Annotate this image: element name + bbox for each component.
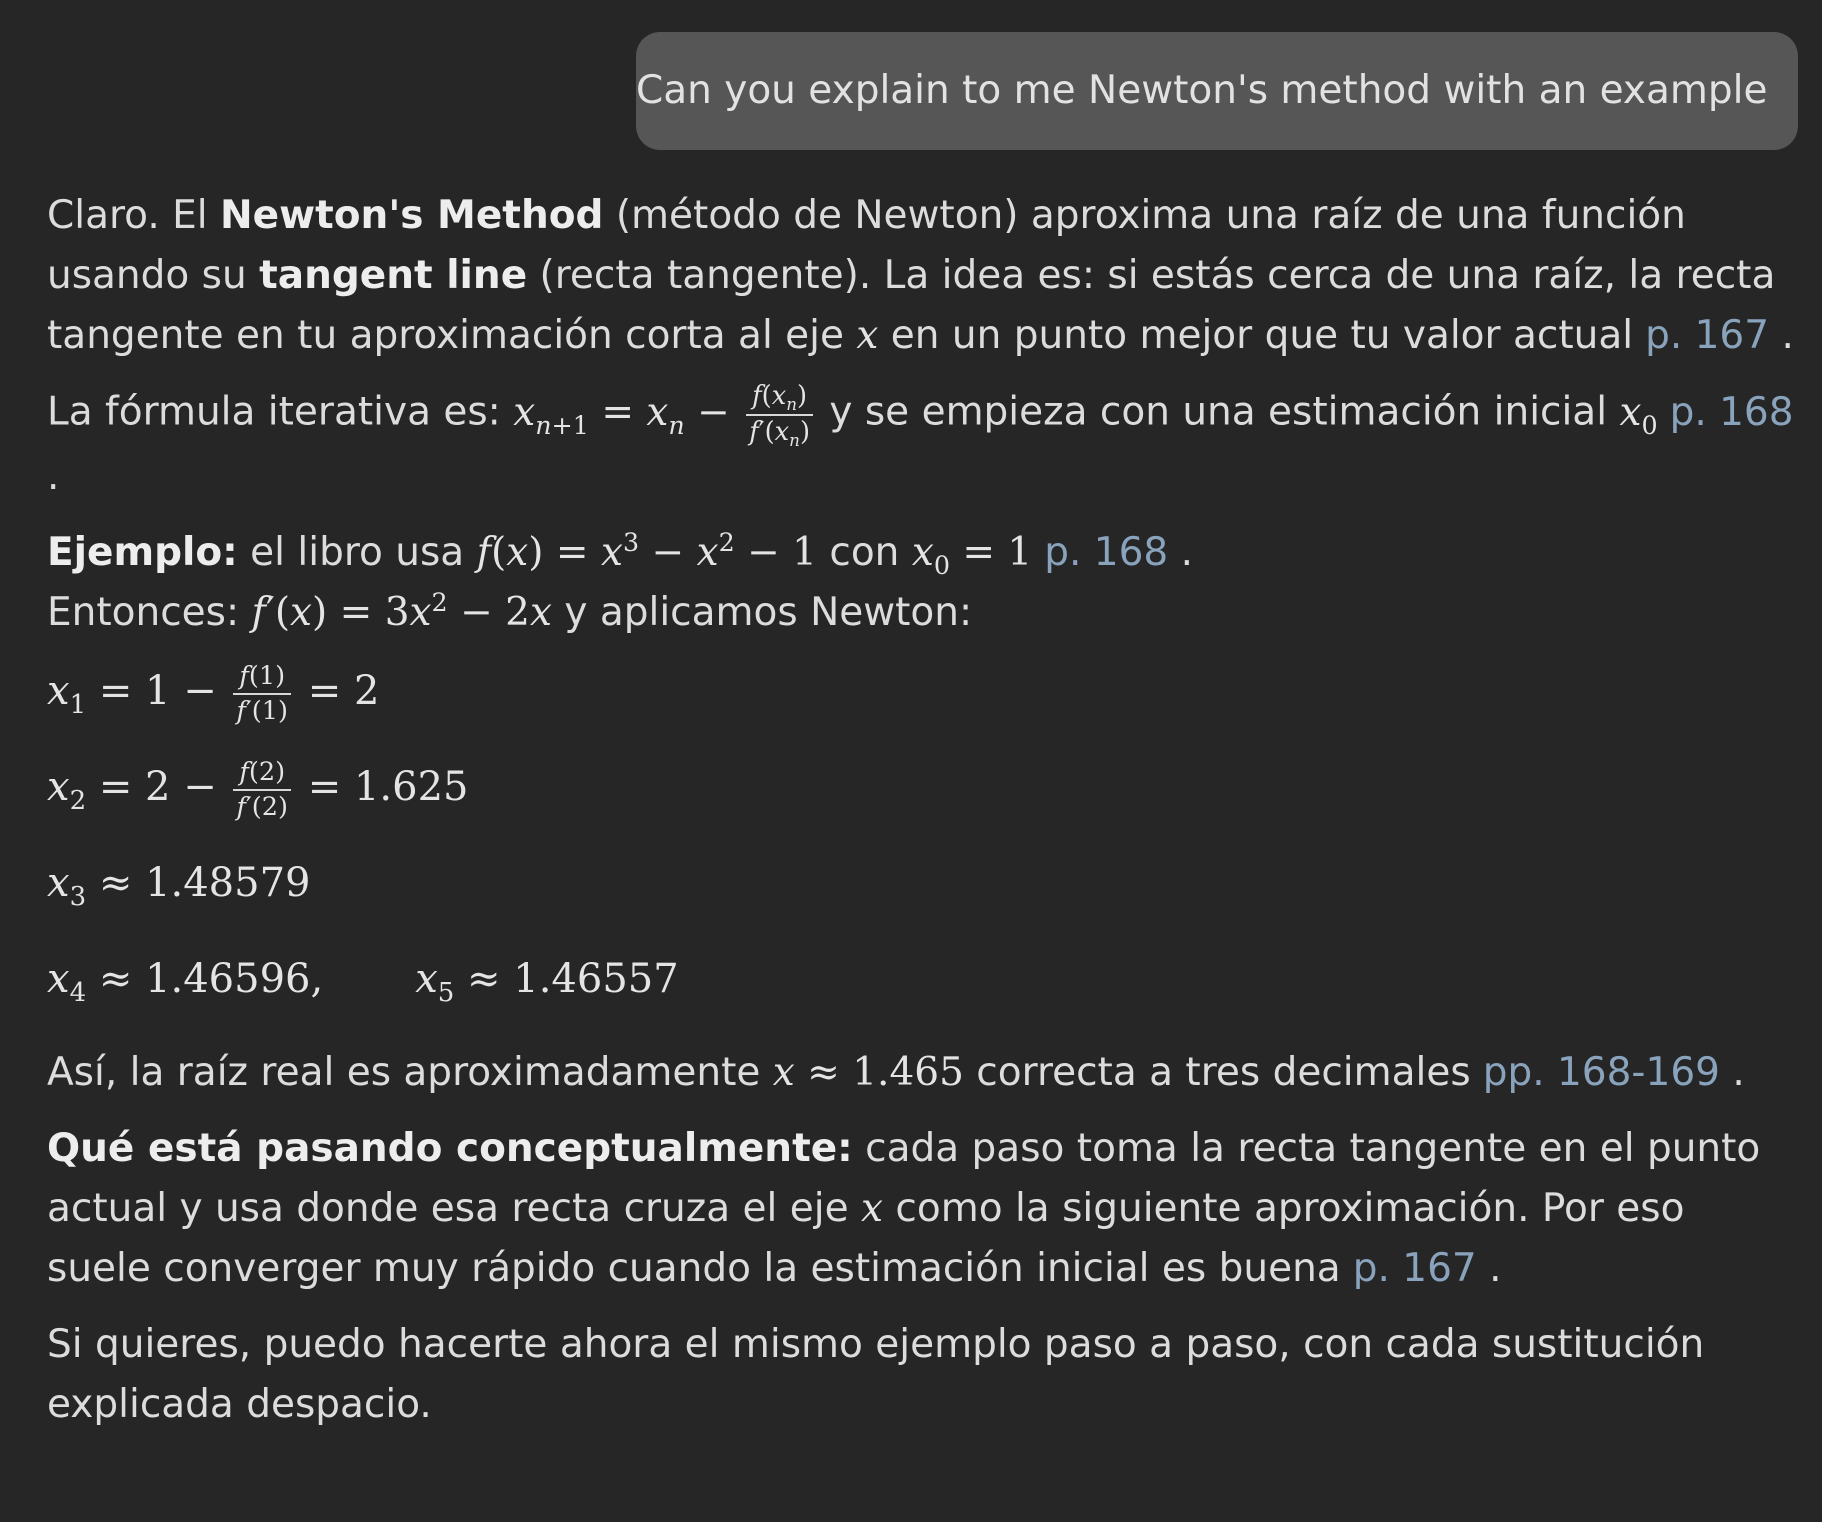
text: .: [1168, 530, 1194, 576]
text: .: [1476, 1246, 1502, 1292]
iteration-x2: $x_2 = 2$ − $\frac{f(2)}{f'(2)}$ = 1.625: [47, 756, 469, 823]
bold-label-concept: Qué está pasando conceptualmente:: [47, 1126, 853, 1172]
iteration-x1: $x_1 = 1$ − $\frac{f(1)}{f'(1)}$ = 2: [47, 660, 380, 727]
text: y aplicamos Newton:: [551, 590, 973, 636]
newton-formula: $x_{n+1} = x_n$ − $\frac{f(x_n)}{f'(x_n)}$: [513, 390, 817, 435]
text: Si quieres, puedo hacerte ahora el mismo ejemplo paso a paso, con cada sustitución explicada despacio.: [47, 1322, 1705, 1428]
intro-paragraph: [47, 186, 1797, 366]
function-definition: $f(x) = x^3 - x^2 - 1$: [476, 527, 817, 576]
iteration-x4-x5: $x_4 \approx 1.46596$, $x_5 \approx 1.46557$: [47, 956, 679, 1009]
x4-value: 1.46596,: [145, 956, 324, 1003]
closing-paragraph: [47, 1315, 1797, 1435]
bold-label-ejemplo: Ejemplo:: [47, 530, 238, 576]
page-reference-link[interactable]: p. 168: [1669, 389, 1794, 435]
text: Claro. El: [47, 193, 220, 238]
math-x: x: [861, 1186, 883, 1232]
page-reference-link[interactable]: p. 168: [1044, 530, 1169, 576]
x3-value: 1.48579: [145, 860, 311, 907]
assistant-response: [47, 186, 1797, 1435]
math-x: x: [856, 313, 879, 358]
x1-value: 2: [353, 668, 380, 715]
text: el libro usa: [237, 530, 477, 576]
concept-paragraph: [47, 1119, 1797, 1299]
formula-paragraph: [47, 382, 1797, 507]
bold-term-tangent-line: tangent line: [259, 253, 528, 298]
page-reference-link[interactable]: p. 167: [1352, 1246, 1477, 1292]
text: (método de Newton) aproxima una raíz de una función usando su: [47, 193, 1686, 298]
text: La fórmula iterativa es:: [47, 389, 514, 435]
text: correcta a tres decimales: [963, 1050, 1471, 1096]
text: Entonces:: [47, 590, 252, 636]
text: Así, la raíz real es aproximadamente: [47, 1050, 773, 1096]
text: (recta tangente). La idea es: si estás cerca de una raíz, la recta tangente en tu aproximación corta al eje: [47, 253, 1776, 358]
initial-guess: $x_0 = 1$: [911, 530, 1033, 580]
root-approximation: x ≈ 1.465: [772, 1050, 964, 1096]
page-reference-link[interactable]: pp. 168-169: [1482, 1050, 1720, 1096]
bold-term-newtons-method: Newton's Method: [220, 193, 604, 238]
result-paragraph: [47, 1043, 1797, 1103]
text: y se empieza con una estimación inicial: [816, 389, 1620, 435]
page-reference-link[interactable]: p. 167: [1645, 313, 1770, 358]
text: cada paso toma la recta tangente en el punto actual y usa donde esa recta cruza el eje: [47, 1126, 1761, 1232]
example-paragraph: [47, 523, 1797, 643]
x5-value: 1.46557: [513, 956, 679, 1003]
text: .: [1719, 1050, 1745, 1096]
text: .: [47, 454, 60, 500]
text: como la siguiente aproximación. Por eso suele converger muy rápido cuando la estimación inicial es buena: [47, 1186, 1685, 1292]
x2-value: 1.625: [353, 764, 469, 811]
text: con: [816, 530, 912, 576]
derivative-definition: $f'(x) = 3x^2 - 2x$: [251, 587, 552, 636]
math-x0: $x_0$: [1619, 389, 1658, 440]
text: en un punto mejor que tu valor actual: [878, 313, 1634, 358]
iteration-x3: $x_3 \approx 1.48579$: [47, 860, 311, 913]
text: .: [1769, 313, 1794, 358]
user-message-bubble: Can you explain to me Newton's method with an example: [636, 32, 1798, 150]
